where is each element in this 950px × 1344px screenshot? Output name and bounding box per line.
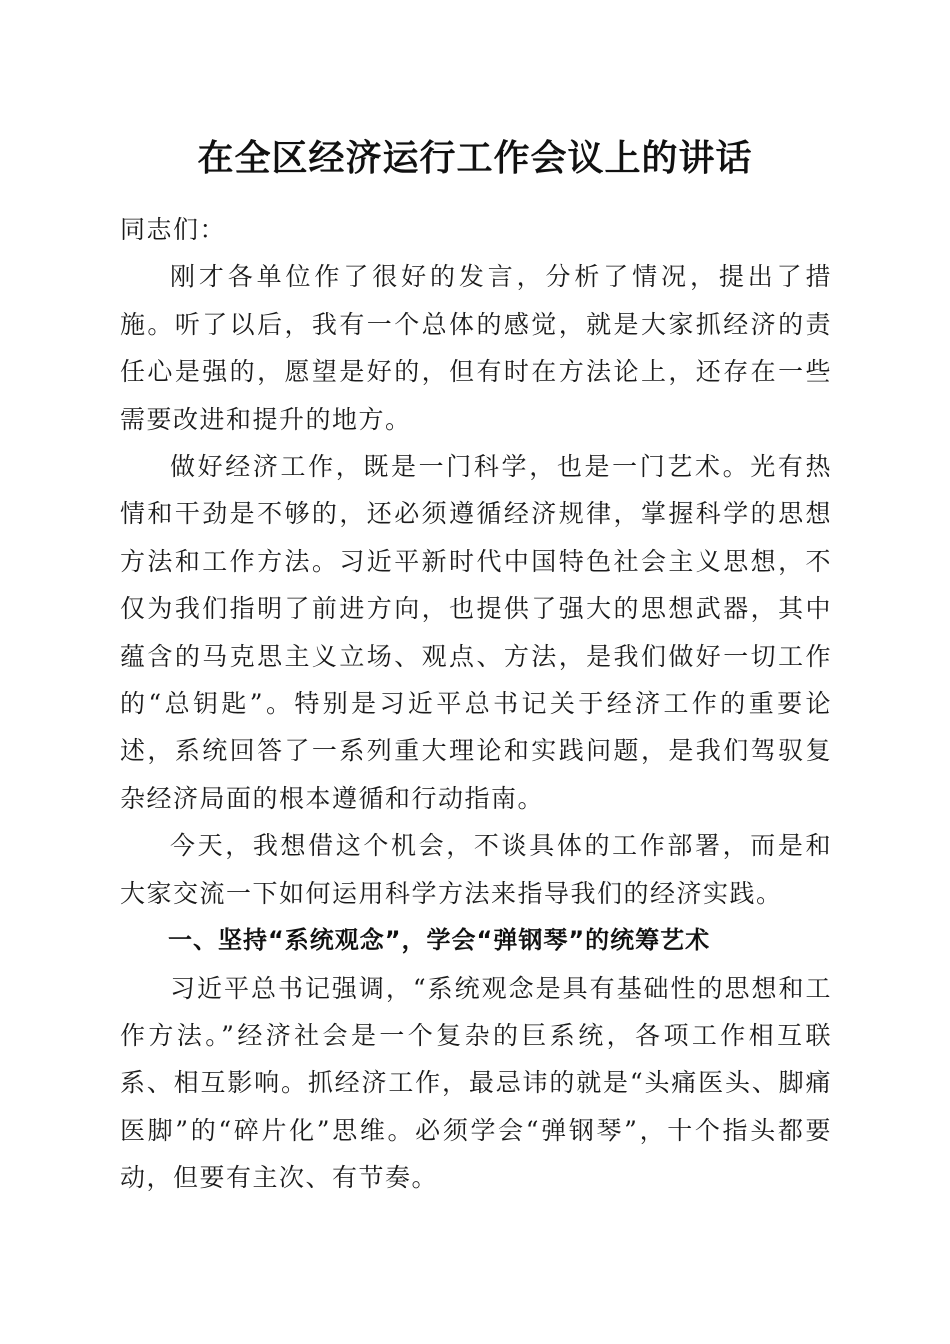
document-title: 在全区经济运行工作会议上的讲话 [197, 137, 753, 179]
paragraph-opening: 刚才各单位作了很好的发言，分析了情况，提出了措施。听了以后，我有一个总体的感觉，就是大家抓经济的责任心是强的，愿望是好的，但有时在方法论上，还存在一些需要改进和提升的地方。 [120, 262, 832, 434]
salutation: 同志们： [120, 215, 227, 244]
paragraph-today: 今天，我想借这个机会，不谈具体的工作部署，而是和大家交流一下如何运用科学方法来指导我们的经济实践。 [120, 831, 832, 908]
paragraph-system-view: 习近平总书记强调，“系统观念是具有基础性的思想和工作方法。”经济社会是一个复杂的巨系统，各项工作相互联系、相互影响。抓经济工作，最忌讳的就是“头痛医头、脚痛医脚”的“碎片化”思维。必须学会“弹钢琴”，十个指头都要动，但要有主次、有节奏。 [120, 973, 832, 1193]
section-heading-1: 一、坚持“系统观念”，学会“弹钢琴”的统筹艺术 [168, 926, 711, 955]
paragraph-science-art: 做好经济工作，既是一门科学，也是一门艺术。光有热情和干劲是不够的，还必须遵循经济规律，掌握科学的思想方法和工作方法。习近平新时代中国特色社会主义思想，不仅为我们指明了前进方向，也提供了强大的思想武器，其中蕴含的马克思主义立场、观点、方法，是我们做好一切工作的“总钥匙”。特别是习近平总书记关于经济工作的重要论述，系统回答了一系列重大理论和实践问题，是我们驾驭复杂经济局面的根本遵循和行动指南。 [120, 452, 832, 813]
document-body [120, 206, 832, 1202]
